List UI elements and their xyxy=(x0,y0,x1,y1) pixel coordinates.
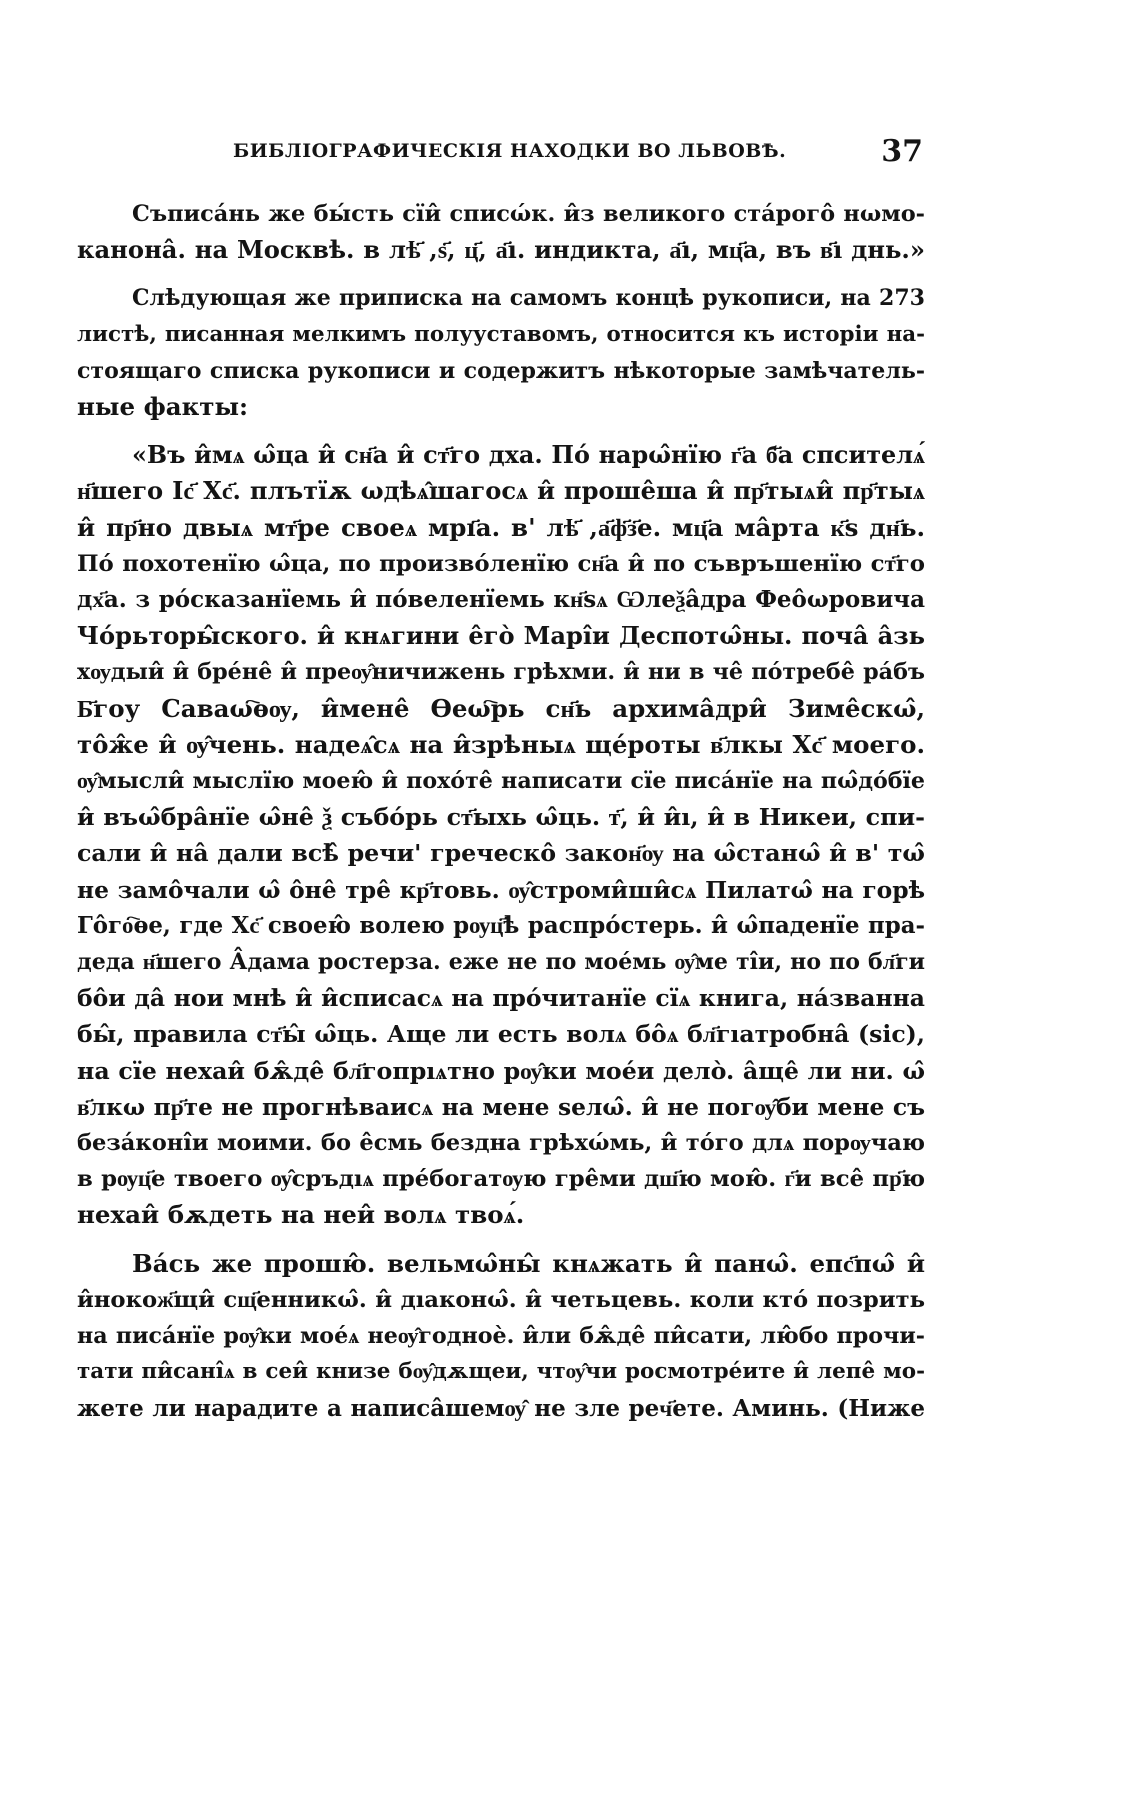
text-line: жете ли нарадите а написа̂шемѹ̂ не зле реч҃ете. Аминь. (Ниже xyxy=(77,1394,925,1422)
text-line: ѹ̂мысли̂ мыслïю моею̂ и̂ похóте̂ написати сïе писа́нïе на пω̂дóбïе xyxy=(77,768,925,795)
text-line: Ва́сь же прошю̂. вельмω̂ны̂ кнѧжать и̂ панω̂. епс҃пω̂ и̂ xyxy=(132,1248,925,1278)
text-line: листѣ, писанная мелкимъ полууставомъ, относится къ исторіи на- xyxy=(77,321,925,347)
text-line: деда н҃шего А̂дама ростерза. еже не по моéмь ѹ̂ме тı̂и, но по бл҃ги xyxy=(77,949,925,976)
text-line: ные факты: xyxy=(77,392,249,422)
text-line: бы̂, правила ст҃ы̂ ω̂ць. Аще ли есть волѧ бо̂ѧ бл҃гıатробна̂ (sic), xyxy=(77,1020,925,1049)
text-line: Слѣдующая же приписка на самомъ концѣ рукописи, на 273 xyxy=(132,285,925,312)
text-line: то̂ж̂е и̂ ѹ̂чень. надеѧ̂сѧ на и̂зрѣныѧ щéроты в҃лкы Хс҃ моего. xyxy=(77,729,925,759)
text-line: канона̂. на Москвѣ. в лѣ҃ ,ѕ҃, ц҃, а҃ı. индикта, а҃ı, мц҃а, въ в҃ı днь.» xyxy=(77,235,925,265)
text-line: и̂ въω̂бра̂нïе ω̂не̂ ѯ събóрь ст҃ыхь ω̂ць. т҃, и̂ и̂ı, и̂ в Никеи, спи- xyxy=(77,803,925,832)
text-line: «Въ и̂мѧ ω̂ца и̂ сн҃а и̂ ст҃го дха. Пó нарω̂нïю г҃а б҃а спсителѧ́ xyxy=(132,441,925,470)
page-number: 37 xyxy=(881,134,923,169)
paragraph-colophon xyxy=(77,196,925,268)
text-line: н҃шего Іс҃ Хс҃. плътïѫ ωдѣѧ̂шагосѧ и̂ проше̂ша и̂ пр҃тыѧи̂ пр҃тыѧ xyxy=(77,476,925,506)
text-line: Съписа́нь же бы́сть сїи̂ списώк. и̂з великого ста́рого̂ нωмо- xyxy=(132,201,925,227)
text-line: не замо̂чали ω̂ о̂не̂ тре̂ кр҃товь. ѹ̂строми̂ши̂сѧ Пилатω̂ на горѣ xyxy=(77,875,925,904)
text-line: Б҃гоу Саваω҇ѳѹ, и̂мене̂ Ѳеω҇рь сн҃ь архима̂дри̂ Зиме̂скω̂, xyxy=(77,693,925,723)
text-line: сали и̂ на̂ дали всѣ̂ речи' греческо̂ закон҃ѹ на ω̂станω̂ и̂ в' тω̂ xyxy=(77,839,925,868)
running-head xyxy=(233,134,923,174)
paragraph-inscription xyxy=(77,437,925,1233)
text-line: и̂нокож҃щи̂ сщ҃енникω̂. и̂ дıаконω̂. и̂ четьцевь. коли ктó позрить xyxy=(77,1286,925,1313)
text-line: нехаи̂ бѫдеть на неи̂ волѧ твоѧ́. xyxy=(77,1200,525,1230)
text-line: Пó похотенïю ω̂ца, по произвóленïю сн҃а и̂ по съвръшенïю ст҃го xyxy=(77,550,925,577)
text-line: тати пи̂санı̂ѧ в сеи̂ книзе бѹ̂дѫщеи, чтѹ̂чи росмотрéите и̂ лепе̂ мо- xyxy=(77,1359,925,1385)
paragraph-commentary xyxy=(77,280,925,425)
text-line: хѹдыи̂ и̂ брéне̂ и̂ преѹ̂ничижень грѣхми. и̂ ни в че̂ пóтребе̂ рáбъ xyxy=(77,659,925,686)
body-text xyxy=(77,196,925,1427)
text-line: дх҃а. з рóсказанïемь и̂ пóвеленïемь кн҃ѕѧ Ѡлеѯа̂дра Фео̂ωровича xyxy=(77,586,925,614)
text-line: беза́конı̂и моими. бо е̂смь бездна грѣхώмь, и̂ тóго длѧ порѹчаю xyxy=(77,1130,925,1157)
text-line: на писа́нïе рѹ̂ки моéѧ неѹ̂годноè. и̂ли бѫ̂де̂ пи̂сати, лю̂бо прочи- xyxy=(77,1323,925,1350)
text-line: в҃лкω пр҃те не прогнѣваисѧ на мене ѕелω̂. и̂ не погѹ̂би мене съ xyxy=(77,1092,925,1121)
text-line: и̂ пр҃но двыѧ мт҃ре своеѧ мрı҃а. в' лѣ҃ ,а҃ф҃з҃е. мц҃а ма̂рта к҃ѕ дн҃ь. xyxy=(77,512,925,542)
text-line: на сïе нехаи̂ бѫ̂де̂ бл҃гопрıѧтно рѹ̂ки моéи делò. а̂ще̂ ли ни. ω̂ xyxy=(77,1056,925,1085)
text-line: стоящаго списка рукописи и содержитъ нѣкоторые замѣчатель- xyxy=(77,357,925,384)
text-line: Го̂го҇ѳе, где Хс҃ своею̂ волею рѹц҃ѣ распрóстерь. и̂ ω̂паденïе пра- xyxy=(77,912,925,939)
running-title: БИБЛІОГРАФИЧЕСКІЯ НАХОДКИ ВО ЛЬВОВѢ. xyxy=(233,140,787,162)
text-line: Чóрьторы̂ского. и̂ кнѧгини е̂гò Марı̂и Деспотω̂ны. поча̂ а̂зь xyxy=(77,621,925,651)
text-line: бо̂и да̂ нои мнѣ и̂ и̂списасѧ на прóчитанïе сïѧ книга, на́званна xyxy=(77,984,925,1013)
text-line: в рѹц҃е твоего ѹ̂сръдıѧ прéбогатѹю гре̂ми дш҃ю мою̂. г҃и все̂ пр҃ю xyxy=(77,1166,925,1193)
paragraph-appeal xyxy=(77,1246,925,1427)
